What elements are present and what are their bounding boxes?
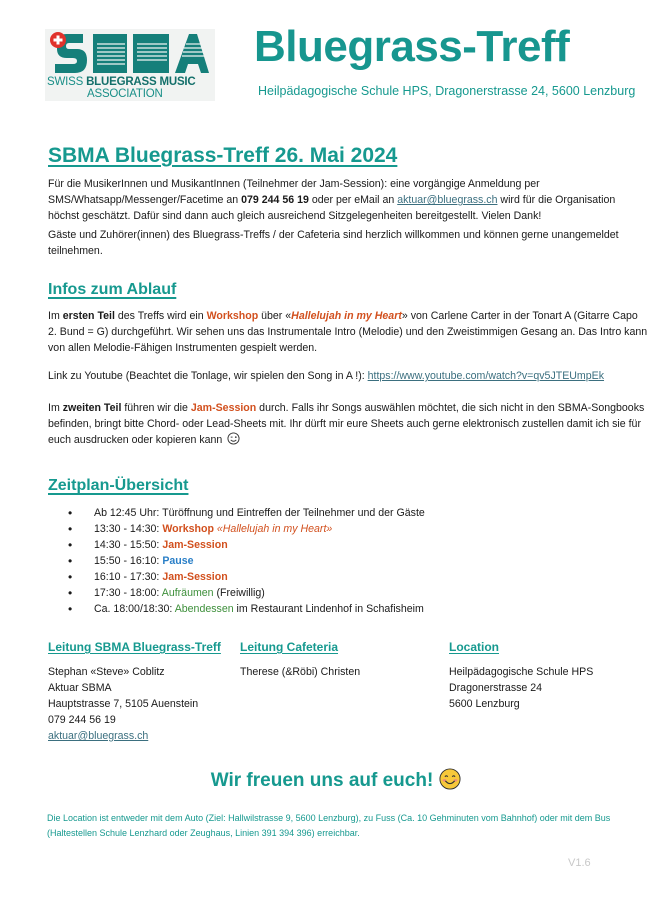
schedule-item: • 15:50 - 16:10: Pause [68,553,425,569]
schedule-item: • 13:30 - 14:30: Workshop «Hallelujah in my Heart» [68,521,425,537]
smiling-face-icon [439,768,461,790]
intro-paragraph-registration: Für die MusikerInnen und MusikantInnen (Teilnehmer der Jam-Session): eine vorgängige Anmeldung per SMS/Whatsapp/Messenger/Facetime an 079 244 56 19 oder per eMail an aktuar@bluegrass.ch wird für die Organisation höchst geschätzt. Dafür sind dann auch gleich ausreichend Sitzgelegenheiten bereitgestellt. Vielen Dank! [48,178,616,222]
event-heading: SBMA Bluegrass-Treff 26. Mai 2024 [48,144,398,167]
logo-association: ASSOCIATION [87,88,163,100]
contact-leitung: Leitung SBMA Bluegrass-Treff Stephan «Steve» Coblitz Aktuar SBMA Hauptstrasse 7, 5105 Auenstein 079 244 56 19 aktuar@bluegrass.ch [48,640,221,742]
ablauf-paragraph-youtube: Link zu Youtube (Beachtet die Tonlage, wir spielen den Song in A !): https://www.youtube.com/watch?v=qv5JTEUmpEk [48,370,605,382]
logo-tagline: SWISS BLUEGRASS MUSIC [47,76,196,88]
sbma-logo [45,29,215,101]
cafeteria-heading: Leitung Cafeteria [240,640,339,654]
leitung-heading: Leitung SBMA Bluegrass-Treff [48,640,221,654]
wink-smiley-icon [227,432,240,445]
schedule-item: • Ab 12:45 Uhr: Türöffnung und Eintreffen der Teilnehmer und der Gäste [68,505,425,521]
leitung-email-link[interactable]: aktuar@bluegrass.ch [48,730,149,742]
youtube-link[interactable]: https://www.youtube.com/watch?v=qv5JTEUmpEk [367,370,605,382]
workshop-label: Workshop [206,310,259,322]
location-heading: Location [449,640,499,654]
closing-message: Wir freuen uns auf euch! [0,768,672,792]
contact-cafeteria: Leitung Cafeteria Therese (&Röbi) Christen [240,640,361,678]
schedule-item: • 14:30 - 15:50: Jam-Session [68,537,425,553]
email-link[interactable]: aktuar@bluegrass.ch [397,194,498,206]
phone-number: 079 244 56 19 [241,194,309,206]
ablauf-paragraph-jam: Im zweiten Teil führen wir die Jam-Session durch. Falls ihr Songs auswählen möchtet, die sich nicht in den SBMA-Songbooks befinden, bringt bitte Chord- oder Lead-Sheets mit. Ihr dürft mir eure Sheets auch gerne elektronisch zustellen damit ich sie für euch ausdrucken oder kopieren kann [48,402,645,446]
contact-location: Location Heilpädagogische Schule HPS Dragonerstrasse 24 5600 Lenzburg [449,640,594,710]
page-title: Bluegrass-Treff [254,22,570,71]
jam-session-label: Jam-Session [190,402,257,414]
schedule-item: • 16:10 - 17:30: Jam-Session [68,569,425,585]
song-title: Hallelujah in my Heart [291,310,402,322]
schedule-item: • Ca. 18:00/18:30: Abendessen im Restaurant Lindenhof in Schafisheim [68,601,425,617]
intro-paragraph-guests: Gäste und Zuhörer(innen) des Bluegrass-Treffs / der Cafeteria sind herzlich willkommen und können gerne unangemeldet teilnehmen. [48,229,619,257]
ablauf-paragraph-workshop: Im ersten Teil des Treffs wird ein Workshop über «Hallelujah in my Heart» von Carlene Carter in der Tonart A (Gitarre Capo 2. Bund = G) durchgeführt. Wir sehen uns das Instrumentale Intro (Melodie) und den Zweistimmigen Gesang an. Das Intro kann von allen Melodie-Fähigen Instrumenten gespielt werden. [48,310,648,354]
schedule-list [68,505,425,617]
zeitplan-heading: Zeitplan-Übersicht [48,477,189,494]
sbma-logo-letters-icon [49,31,211,75]
ablauf-heading: Infos zum Ablauf [48,281,177,298]
version-label: V1.6 [568,857,591,869]
schedule-item: • 17:30 - 18:00: Aufräumen (Freiwillig) [68,585,425,601]
directions-note: Die Location ist entweder mit dem Auto (Ziel: Hallwilstrasse 9, 5600 Lenzburg), zu Fuss (Ca. 10 Gehminuten vom Bahnhof) oder mit dem Bus (Haltestellen Schule Lenzhard oder Zeughaus, Linien 391 394 396) erreichbar. [47,813,611,838]
page-subtitle: Heilpädagogische Schule HPS, Dragonerstrasse 24, 5600 Lenzburg [258,84,636,98]
